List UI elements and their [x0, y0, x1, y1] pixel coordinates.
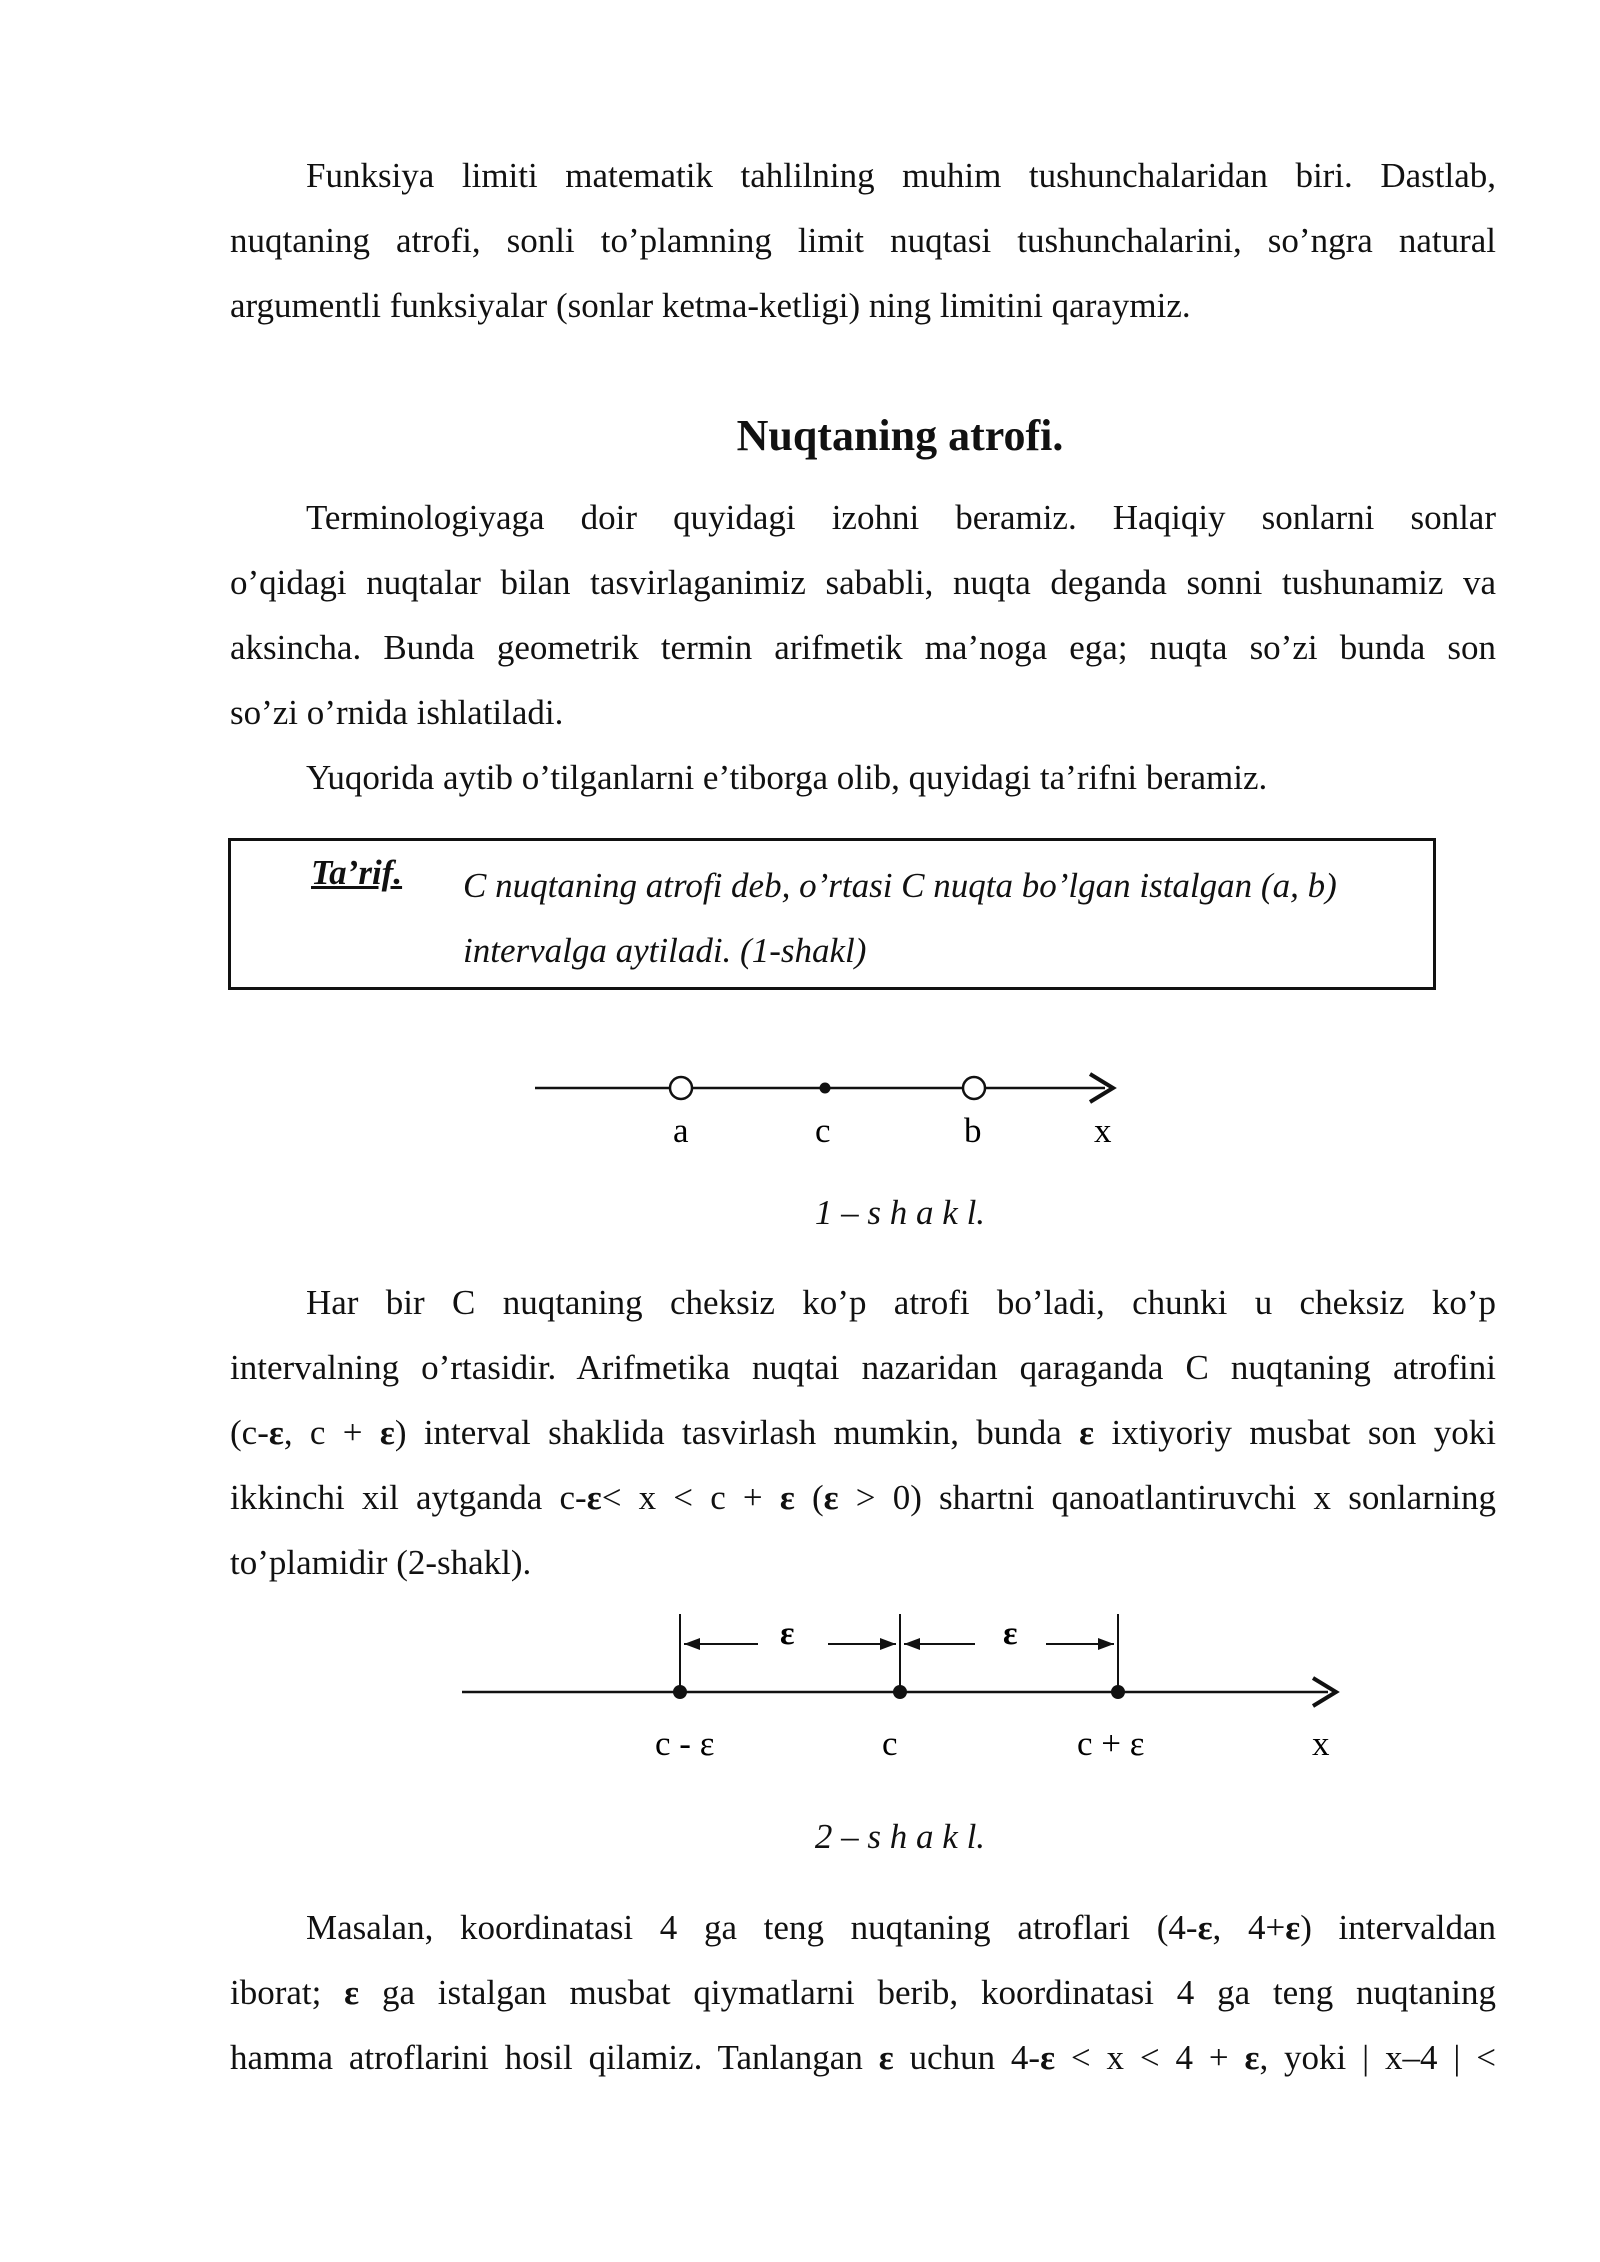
- terminology-line-3: aksincha. Bunda geometrik termin arifmetik ma’noga ega; nuqta so’zi bunda son: [230, 628, 1496, 667]
- label-c: c: [882, 1724, 898, 1763]
- arrowhead: [904, 1638, 920, 1650]
- epsilon-symbol: ε: [268, 1413, 284, 1452]
- intro-line-1: Funksiya limiti matematik tahlilning muhim tushunchalaridan biri. Dastlab,: [306, 156, 1496, 195]
- example-line-3: [230, 2025, 1496, 2090]
- epsilon-symbol: ε: [379, 1413, 395, 1452]
- arrowhead: [1098, 1638, 1114, 1650]
- lead-in-line: Yuqorida aytib o’tilganlarni e’tiborga olib, quyidagi ta’rifni beramiz.: [306, 758, 1268, 797]
- definition-line-2: intervalga aytiladi. (1-shakl): [463, 931, 867, 970]
- definition-line-1: C nuqtaning atrofi deb, o’rtasi C nuqta bo’lgan istalgan (a, b): [463, 866, 1337, 905]
- text-fragment: (: [794, 1478, 824, 1517]
- text-fragment: , yoki | x–4 | <: [1259, 2038, 1496, 2077]
- point-c: [893, 1685, 907, 1699]
- epsilon-symbol: ε: [1197, 1908, 1213, 1947]
- terminology-paragraph: [230, 485, 1496, 810]
- text-fragment: ) intervaldan: [1300, 1908, 1496, 1947]
- definition-text: [463, 853, 1413, 983]
- text-fragment: (c-: [230, 1413, 269, 1452]
- example-line-2: [230, 1960, 1496, 2025]
- text-fragment: uchun 4-: [893, 2038, 1041, 2077]
- epsilon-symbol: ε: [1040, 2038, 1056, 2077]
- text-fragment: ga istalgan musbat qiymatlarni berib, koordinatasi 4 ga teng nuqtaning: [359, 1973, 1496, 2012]
- label-c-minus-eps: c - ε: [655, 1724, 715, 1763]
- neighborhood-line-3: [230, 1400, 1496, 1465]
- open-point-a: [670, 1077, 692, 1099]
- text-fragment: , c +: [283, 1413, 380, 1452]
- intro-line-3: argumentli funksiyalar (sonlar ketma-ketligi) ning limitini qaraymiz.: [230, 286, 1191, 325]
- label-b: b: [964, 1111, 982, 1150]
- arrowhead: [684, 1638, 700, 1650]
- epsilon-symbol: ε: [823, 1478, 839, 1517]
- text-fragment: < x < c +: [601, 1478, 780, 1517]
- epsilon-symbol: ε: [878, 2038, 894, 2077]
- definition-label: Ta’rif.: [311, 853, 403, 892]
- text-fragment: , 4+: [1212, 1908, 1286, 1947]
- example-paragraph: [230, 1895, 1496, 2090]
- neighborhood-paragraph: [230, 1270, 1496, 1595]
- epsilon-symbol: ε: [1079, 1413, 1095, 1452]
- text-fragment: Masalan, koordinatasi 4 ga teng nuqtaning atroflari (4-: [306, 1908, 1198, 1947]
- definition-box: [228, 838, 1436, 990]
- figure-2-caption: 2 – s h a k l.: [814, 1817, 986, 1856]
- label-x: x: [1312, 1724, 1330, 1763]
- figure-2-number-line: [0, 1600, 1600, 1775]
- text-fragment: > 0) shartni qanoatlantiruvchi x sonlarning: [838, 1478, 1496, 1517]
- label-c: c: [815, 1111, 831, 1150]
- label-c-plus-eps: c + ε: [1077, 1724, 1145, 1763]
- label-x: x: [1094, 1111, 1112, 1150]
- terminology-line-1: Terminologiyaga doir quyidagi izohni beramiz. Haqiqiy sonlarni sonlar: [306, 498, 1496, 537]
- epsilon-symbol: ε: [586, 1478, 602, 1517]
- epsilon-symbol: ε: [344, 1973, 360, 2012]
- text-fragment: ixtiyoriy musbat son yoki: [1094, 1413, 1496, 1452]
- point-c-minus-eps: [673, 1685, 687, 1699]
- label-a: a: [673, 1111, 689, 1150]
- figure-1-caption: 1 – s h a k l.: [814, 1193, 986, 1232]
- eps-left-label: ε: [780, 1615, 795, 1652]
- neighborhood-line-2: intervalning o’rtasidir. Arifmetika nuqtai nazaridan qaraganda C nuqtaning atrofini: [230, 1348, 1496, 1387]
- terminology-line-4: so’zi o’rnida ishlatiladi.: [230, 693, 564, 732]
- terminology-line-2: o’qidagi nuqtalar bilan tasvirlaganimiz sababli, nuqta deganda sonni tushunamiz va: [230, 563, 1496, 602]
- figure-1-number-line: [0, 1060, 1600, 1170]
- text-fragment: ) interval shaklida tasvirlash mumkin, bunda: [394, 1413, 1080, 1452]
- intro-line-2: nuqtaning atrofi, sonli to’plamning limit nuqtasi tushunchalarini, so’ngra natural: [230, 221, 1496, 260]
- text-fragment: hamma atroflarini hosil qilamiz. Tanlangan: [230, 2038, 879, 2077]
- intro-paragraph: [230, 143, 1496, 338]
- epsilon-symbol: ε: [1285, 1908, 1301, 1947]
- example-line-1: [230, 1895, 1496, 1960]
- arrowhead: [880, 1638, 896, 1650]
- section-heading: Nuqtaning atrofi.: [736, 411, 1064, 460]
- neighborhood-line-5: to’plamidir (2-shakl).: [230, 1543, 532, 1582]
- open-point-b: [963, 1077, 985, 1099]
- eps-right-label: ε: [1003, 1615, 1018, 1652]
- point-c-plus-eps: [1111, 1685, 1125, 1699]
- neighborhood-line-1: Har bir C nuqtaning cheksiz ko’p atrofi bo’ladi, chunki u cheksiz ko’p: [306, 1283, 1496, 1322]
- text-fragment: < x < 4 +: [1055, 2038, 1245, 2077]
- text-fragment: iborat;: [230, 1973, 345, 2012]
- text-fragment: ikkinchi xil aytganda c-: [230, 1478, 587, 1517]
- point-c: [820, 1083, 831, 1094]
- epsilon-symbol: ε: [779, 1478, 795, 1517]
- neighborhood-line-4: [230, 1465, 1496, 1530]
- epsilon-symbol: ε: [1244, 2038, 1260, 2077]
